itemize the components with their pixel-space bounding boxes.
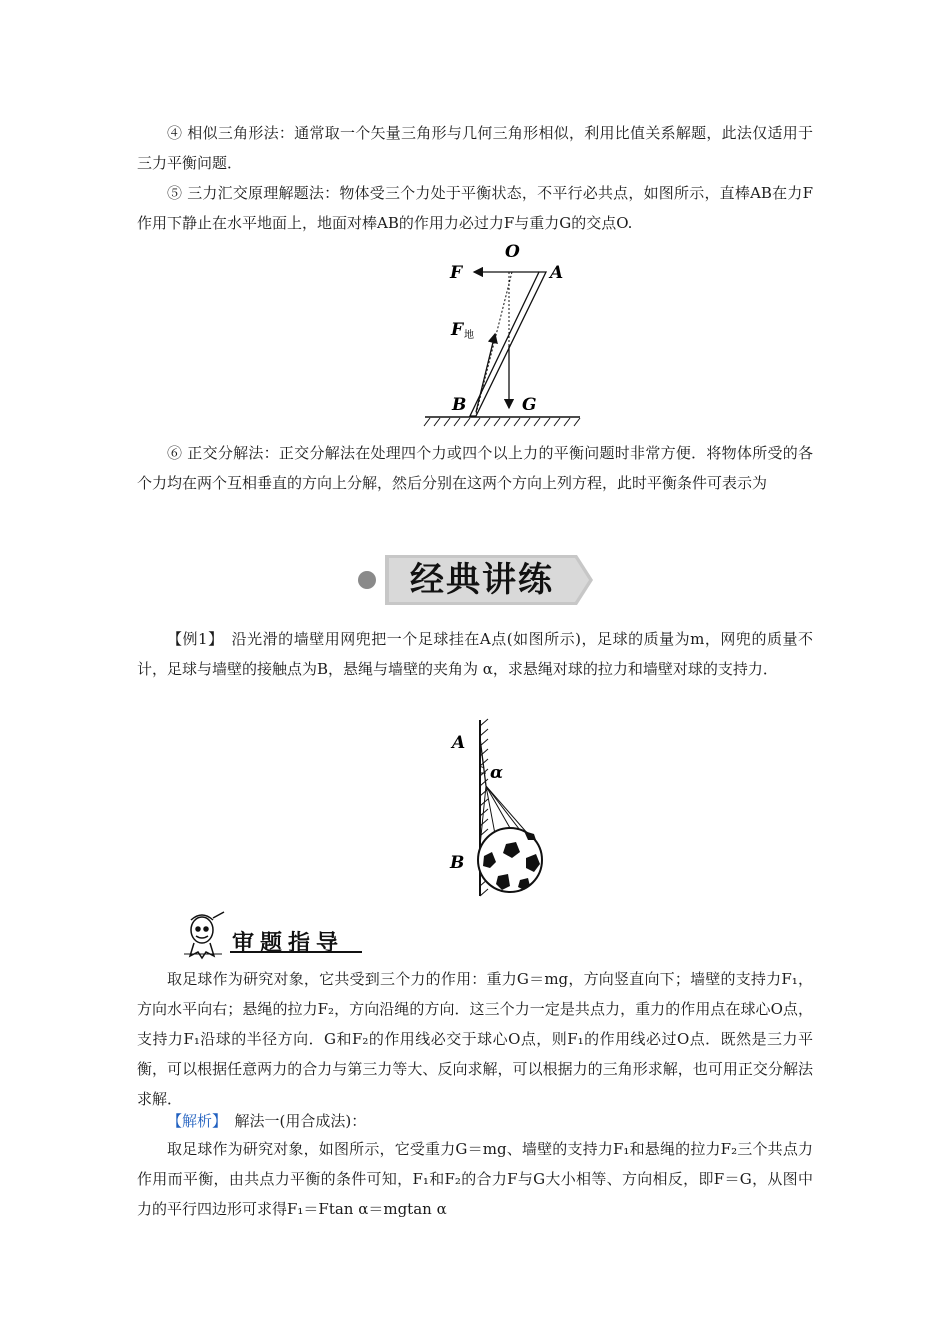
example-1-problem: 【例1】 沿光滑的墙壁用网兜把一个足球挂在A点(如图所示)，足球的质量为m，网兜的质量不计，足球与墙壁的接触点为B，悬绳与墙壁的夹角为 α，求悬绳对球的拉力和墙壁对球的支持力． <box>137 630 813 678</box>
rod-force-diagram <box>420 238 590 428</box>
review-guide-text: 取足球作为研究对象，它共受到三个力的作用：重力G＝mg，方向竖直向下；墙壁的支持力F₁，方向水平向右；悬绳的拉力F₂，方向沿绳的方向．这三个力一定是共点力，重力的作用点在球心O点，支持力F₁沿球的半径方向．G和F₂的作用线必交于球心O点，则F₁的作用线必过O点．既然是三力平衡，可以根据任意两力的合力与第三力等大、反向求解，可以根据力的三角形求解，也可用正交分解法求解． <box>137 970 813 1108</box>
paragraph-similar-triangles: ④ 相似三角形法：通常取一个矢量三角形与几何三角形相似，利用比值关系解题，此法仅适用于三力平衡问题． <box>137 124 813 172</box>
banner-dot <box>358 571 376 589</box>
analysis-label: 【解析】 <box>167 1112 220 1130</box>
paragraph-three-force-concurrency: ⑤ 三力汇交原理解题法：物体受三个力处于平衡状态，不平行必共点，如图所示，直棒AB在力F作用下静止在水平地面上，地面对棒AB的作用力必过力F与重力G的交点O. <box>137 184 813 232</box>
mascot-icon <box>184 912 224 958</box>
label-f-ground: F <box>451 320 464 340</box>
label-b: B <box>450 853 465 873</box>
label-a: A <box>452 733 466 753</box>
label-a: A <box>550 263 564 283</box>
review-guide-title: 审题指导 <box>232 931 345 956</box>
label-o: O <box>505 242 520 262</box>
label-g: G <box>522 395 537 415</box>
paragraph-orthogonal-decomposition: ⑥ 正交分解法：正交分解法在处理四个力或四个以上力的平衡问题时非常方便．将物体所受的各个力均在两个互相垂直的方向上分解，然后分别在这两个方向上列方程，此时平衡条件可表示为 <box>137 444 813 492</box>
solution-text: 取足球作为研究对象，如图所示，它受重力G＝mg、墙壁的支持力F₁和悬绳的拉力F₂三个共点力作用而平衡，由共点力平衡的条件可知，F₁和F₂的合力F与G大小相等、方向相反，即F＝G，从图中力的平行四边形可求得F₁＝Ftan α＝mgtan α <box>137 1140 813 1218</box>
label-alpha: α <box>490 763 504 783</box>
analysis-heading <box>137 1106 813 1136</box>
ball-on-wall-diagram <box>440 716 560 900</box>
section-title: 经典讲练 <box>410 560 554 600</box>
label-b: B <box>452 395 467 415</box>
label-f: F <box>450 263 463 283</box>
analysis-method: 解法一(用合成法)： <box>219 1112 367 1130</box>
label-f-ground-sub: 地 <box>464 330 474 341</box>
